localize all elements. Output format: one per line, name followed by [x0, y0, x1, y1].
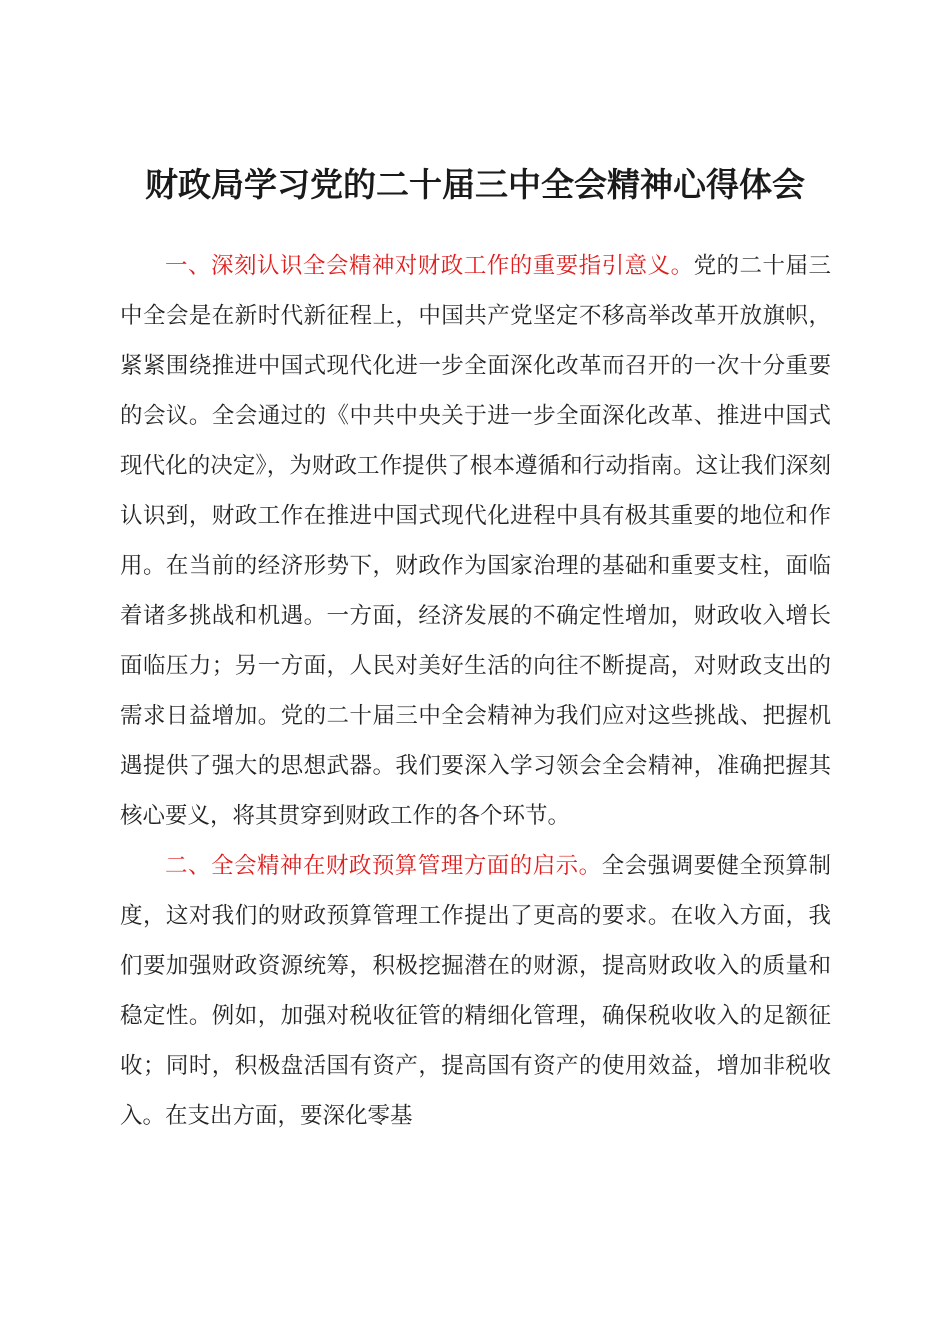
document-title: 财政局学习党的二十届三中全会精神心得体会: [145, 165, 805, 204]
document-body: [120, 241, 831, 1141]
section-1-heading: 一、深刻认识全会精神对财政工作的重要指引意义。: [165, 253, 694, 279]
section-2-paragraph: [120, 841, 831, 1141]
section-1-text: 党的二十届三中全会是在新时代新征程上，中国共产党坚定不移高举改革开放旗帜，紧紧围绕推进中国式现代化进一步全面深化改革而召开的一次十分重要的会议。全会通过的《中共中央关于进一步全面深化改革、推进中国式现代化的决定》，为财政工作提供了根本遵循和行动指南。这让我们深刻认识到，财政工作在推进中国式现代化进程中具有极其重要的地位和作用。在当前的经济形势下，财政作为国家治理的基础和重要支柱，面临着诸多挑战和机遇。一方面，经济发展的不确定性增加，财政收入增长面临压力；另一方面，人民对美好生活的向往不断提高，对财政支出的需求日益增加。党的二十届三中全会精神为我们应对这些挑战、把握机遇提供了强大的思想武器。我们要深入学习领会全会精神，准确把握其核心要义，将其贯穿到财政工作的各个环节。: [120, 253, 831, 829]
section-2-text: 全会强调要健全预算制度，这对我们的财政预算管理工作提出了更高的要求。在收入方面，我们要加强财政资源统筹，积极挖掘潜在的财源，提高财政收入的质量和稳定性。例如，加强对税收征管的精细化管理，确保税收收入的足额征收；同时，积极盘活国有资产，提高国有资产的使用效益，增加非税收入。在支出方面，要深化零基: [120, 853, 831, 1129]
section-2-heading: 二、全会精神在财政预算管理方面的启示。: [165, 853, 602, 879]
section-1-paragraph: [120, 241, 831, 841]
